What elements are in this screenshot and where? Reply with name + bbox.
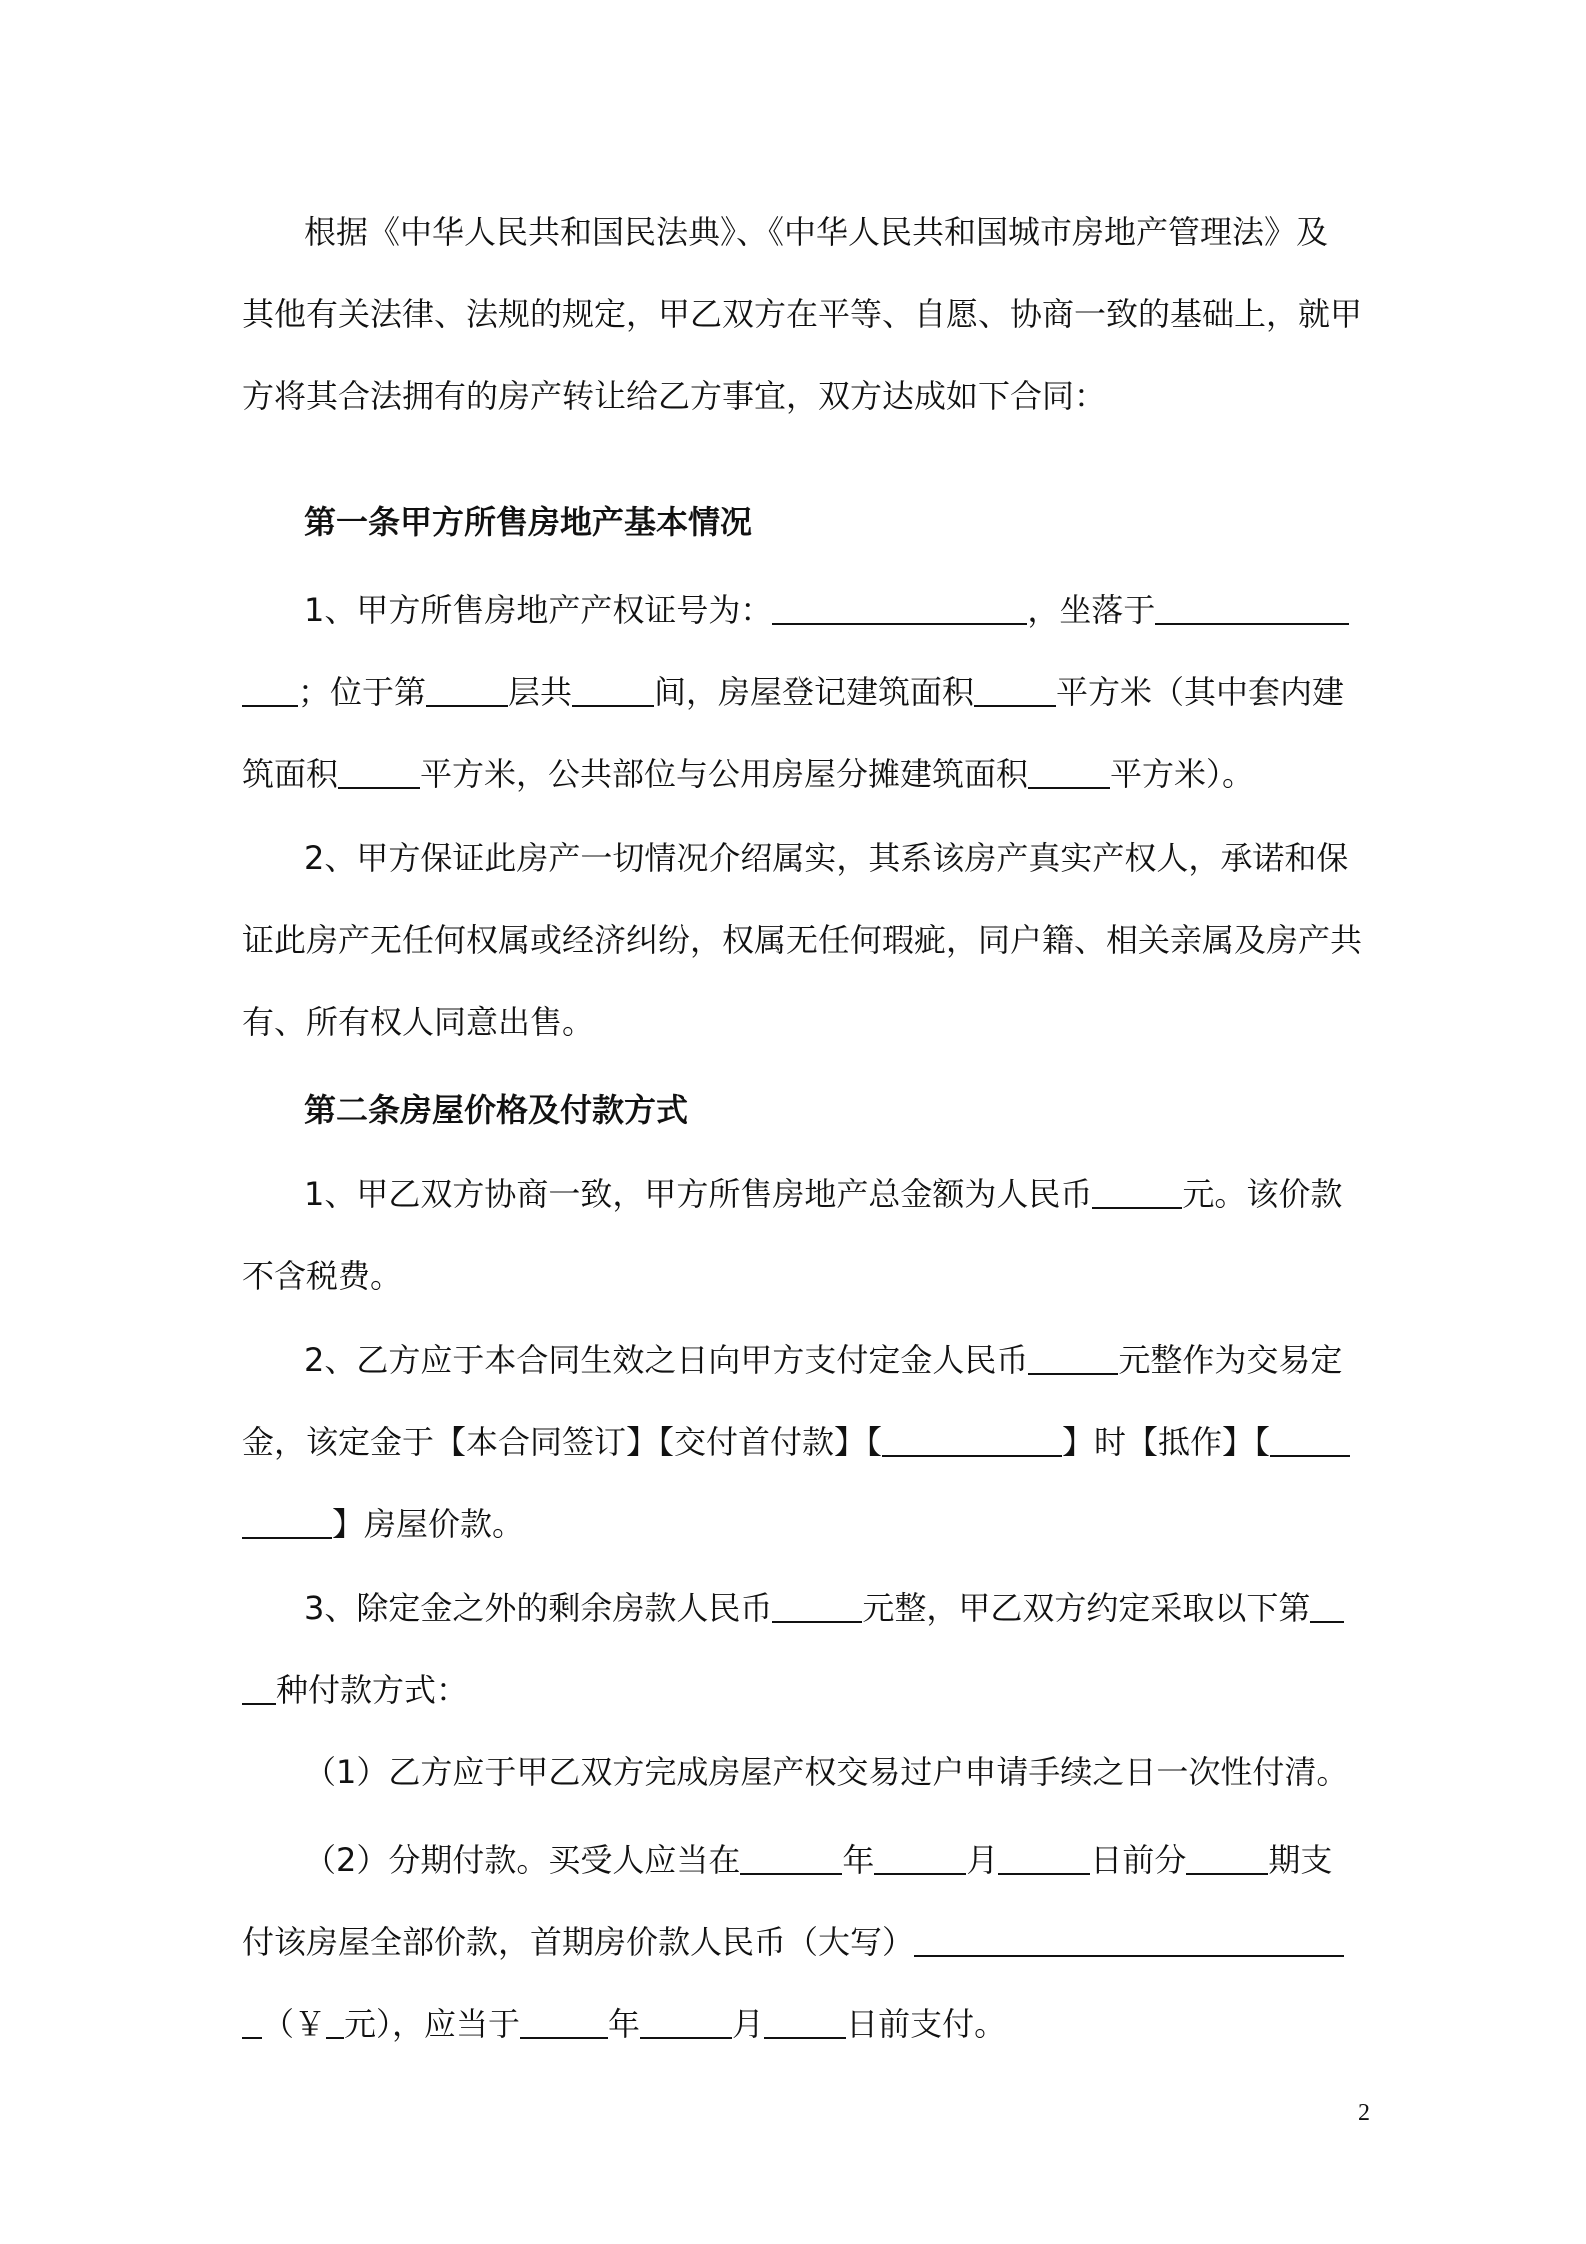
first-payment-day-blank[interactable] xyxy=(764,2007,846,2039)
clause-text: 种付款方式： xyxy=(276,1671,469,1709)
clause-text: 层共 xyxy=(508,673,573,711)
clause-text: 】时【抵作】【 xyxy=(1062,1423,1271,1461)
payment-option-2-line-3 xyxy=(242,2000,1360,2048)
article-1-clause-1-line-3 xyxy=(242,750,1360,798)
payment-method-blank[interactable] xyxy=(1310,1591,1344,1623)
clause-text: 平方米）。 xyxy=(1110,755,1255,793)
installment-count-blank[interactable] xyxy=(1186,1843,1268,1875)
clause-text: 月 xyxy=(732,2005,765,2043)
article-2-clause-2-line-2 xyxy=(242,1418,1360,1466)
deposit-timing-blank[interactable] xyxy=(882,1425,1062,1457)
clause-text: 元），应当于 xyxy=(344,2005,521,2043)
article-2-clause-2-line-1 xyxy=(304,1336,1360,1384)
article-1-heading: 第一条甲方所售房地产基本情况 xyxy=(304,503,753,541)
article-1-clause-2-line-2: 证此房产无任何权属或经济纠纷，权属无任何瑕疵，同户籍、相关亲属及房产共 xyxy=(242,921,1363,959)
page-number: 2 xyxy=(1358,2100,1370,2126)
installment-month-blank[interactable] xyxy=(874,1843,966,1875)
clause-text: 年 xyxy=(842,1841,875,1879)
installment-year-blank[interactable] xyxy=(740,1843,842,1875)
clause-text: 元。该价款 xyxy=(1182,1175,1343,1213)
clause-text: 年 xyxy=(608,2005,641,2043)
first-payment-words-blank[interactable] xyxy=(914,1925,1344,1957)
article-2-clause-1-line-2: 不含税费。 xyxy=(242,1257,403,1295)
shared-area-blank[interactable] xyxy=(1028,757,1110,789)
clause-text: 1、甲乙双方协商一致，甲方所售房地产总金额为人民币 xyxy=(304,1175,1093,1213)
article-1-clause-2-line-1: 2、甲方保证此房产一切情况介绍属实，其系该房产真实产权人，承诺和保 xyxy=(304,839,1349,877)
clause-text: 1、甲方所售房地产产权证号为： xyxy=(304,591,773,629)
total-price-blank[interactable] xyxy=(1092,1177,1182,1209)
location-blank-cont[interactable] xyxy=(242,675,298,707)
article-2-clause-3-line-1 xyxy=(304,1584,1360,1632)
clause-text: 3、除定金之外的剩余房款人民币 xyxy=(304,1589,773,1627)
deposit-use-blank-cont[interactable] xyxy=(242,1507,332,1539)
clause-text: 元整，甲乙双方约定采取以下第 xyxy=(862,1589,1311,1627)
clause-text: 付该房屋全部价款，首期房价款人民币（大写） xyxy=(242,1923,915,1961)
cert-number-blank[interactable] xyxy=(772,593,1027,625)
clause-text: （2）分期付款。买受人应当在 xyxy=(304,1841,741,1879)
first-payment-month-blank[interactable] xyxy=(640,2007,732,2039)
payment-option-2-line-1 xyxy=(304,1836,1360,1884)
floor-blank[interactable] xyxy=(426,675,508,707)
clause-text: ，坐落于 xyxy=(1027,591,1156,629)
location-blank[interactable] xyxy=(1155,593,1349,625)
article-1-clause-1-line-2 xyxy=(242,668,1360,716)
article-2-clause-3-line-2 xyxy=(242,1666,1360,1714)
rooms-blank[interactable] xyxy=(572,675,654,707)
first-payment-amount-blank[interactable] xyxy=(326,2007,344,2039)
clause-text: 2、乙方应于本合同生效之日向甲方支付定金人民币 xyxy=(304,1341,1029,1379)
article-1-clause-1-line-1 xyxy=(304,586,1360,634)
clause-text: 平方米，公共部位与公用房屋分摊建筑面积 xyxy=(420,755,1029,793)
first-payment-words-blank-cont[interactable] xyxy=(242,2007,262,2039)
remaining-payment-blank[interactable] xyxy=(772,1591,862,1623)
clause-text: （￥ xyxy=(262,2005,327,2043)
preamble-line-3: 方将其合法拥有的房产转让给乙方事宜，双方达成如下合同： xyxy=(242,377,1107,415)
clause-text: ；位于第 xyxy=(298,673,427,711)
clause-text: 日前分 xyxy=(1090,1841,1187,1879)
building-area-blank[interactable] xyxy=(974,675,1056,707)
article-2-heading: 第二条房屋价格及付款方式 xyxy=(304,1091,689,1129)
installment-day-blank[interactable] xyxy=(998,1843,1090,1875)
payment-option-2-line-2 xyxy=(242,1918,1360,1966)
clause-text: 平方米（其中套内建 xyxy=(1056,673,1345,711)
payment-option-1: （1）乙方应于甲乙双方完成房屋产权交易过户申请手续之日一次性付清。 xyxy=(304,1753,1349,1791)
preamble-line-1: 根据《中华人民共和国民法典》、《中华人民共和国城市房地产管理法》及 xyxy=(304,213,1329,251)
clause-text: 】房屋价款。 xyxy=(332,1505,525,1543)
clause-text: 日前支付。 xyxy=(846,2005,1007,2043)
clause-text: 金，该定金于【本合同签订】【交付首付款】【 xyxy=(242,1423,883,1461)
clause-text: 元整作为交易定 xyxy=(1118,1341,1343,1379)
clause-text: 筑面积 xyxy=(242,755,339,793)
first-payment-year-blank[interactable] xyxy=(520,2007,608,2039)
payment-method-blank-cont[interactable] xyxy=(242,1673,276,1705)
inner-area-blank[interactable] xyxy=(338,757,420,789)
article-2-clause-2-line-3 xyxy=(242,1500,1360,1548)
clause-text: 期支 xyxy=(1268,1841,1333,1879)
article-1-clause-2-line-3: 有、所有权人同意出售。 xyxy=(242,1003,595,1041)
preamble-line-2: 其他有关法律、法规的规定，甲乙双方在平等、自愿、协商一致的基础上，就甲 xyxy=(242,295,1363,333)
deposit-use-blank[interactable] xyxy=(1270,1425,1350,1457)
clause-text: 间，房屋登记建筑面积 xyxy=(654,673,975,711)
article-2-clause-1-line-1 xyxy=(304,1170,1360,1218)
deposit-blank[interactable] xyxy=(1028,1343,1118,1375)
clause-text: 月 xyxy=(966,1841,999,1879)
